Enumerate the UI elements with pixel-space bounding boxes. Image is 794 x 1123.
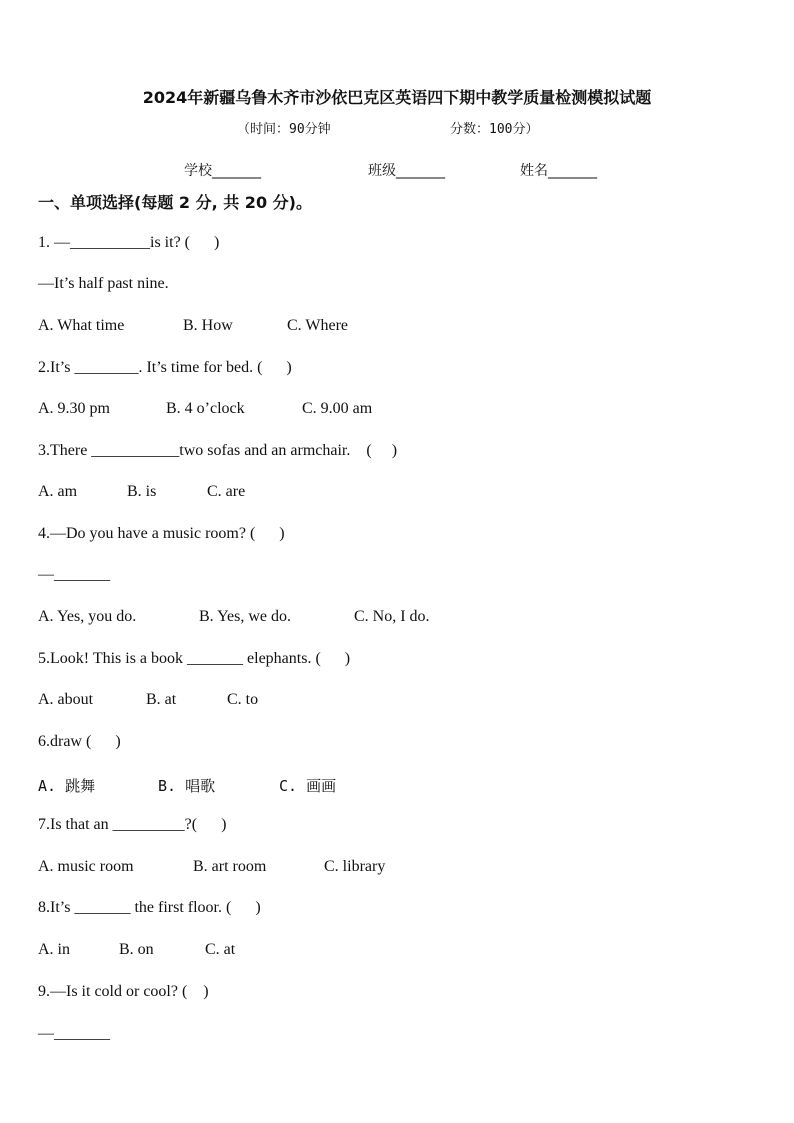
- question-4-option-a: A. Yes, you do.: [38, 608, 137, 625]
- school-field: 学校_______: [184, 163, 261, 179]
- question-2-stem: 2.It’s ________. It’s time for bed. ( ): [38, 359, 292, 376]
- question-1-option-a: A. What time: [38, 317, 125, 334]
- name-field: 姓名_______: [520, 163, 597, 179]
- question-4-option-b: B. Yes, we do.: [199, 608, 292, 625]
- question-6-option-a: A. 跳舞: [38, 777, 96, 795]
- question-3-option-b: B. is: [127, 483, 157, 500]
- question-8-option-c: C. at: [205, 941, 236, 958]
- question-5-option-b: B. at: [146, 691, 177, 708]
- question-2-option-a: A. 9.30 pm: [38, 400, 110, 417]
- question-9-answer: —_______: [38, 1025, 110, 1042]
- question-1-option-c: C. Where: [287, 317, 349, 334]
- section-title: 一、单项选择(每题 2 分, 共 20 分)。: [38, 193, 312, 212]
- question-7-option-a: A. music room: [38, 858, 134, 875]
- question-1-stem: 1. —__________is it? ( ): [38, 234, 220, 251]
- question-3-option-a: A. am: [38, 483, 78, 500]
- question-2-option-c: C. 9.00 am: [302, 400, 373, 417]
- question-1-option-b: B. How: [183, 317, 233, 334]
- question-6-option-b: B. 唱歌: [158, 777, 216, 795]
- class-field: 班级_______: [368, 163, 445, 179]
- exam-score: 分数：100分）: [450, 122, 539, 137]
- question-6-option-c: C. 画画: [279, 777, 337, 795]
- exam-time: （时间：90分钟: [237, 122, 331, 137]
- question-4-answer: —_______: [38, 566, 110, 583]
- question-6-stem: 6.draw ( ): [38, 733, 121, 750]
- question-5-option-a: A. about: [38, 691, 94, 708]
- question-7-stem: 7.Is that an _________?( ): [38, 816, 227, 833]
- question-1-answer: —It’s half past nine.: [38, 275, 169, 292]
- question-2-option-b: B. 4 o’clock: [166, 400, 245, 417]
- question-7-option-c: C. library: [324, 858, 386, 875]
- question-5-option-c: C. to: [227, 691, 259, 708]
- page-title: 2024年新疆乌鲁木齐市沙依巴克区英语四下期中教学质量检测模拟试题: [142, 88, 652, 107]
- question-3-stem: 3.There ___________two sofas and an armchair. ( ): [38, 442, 398, 459]
- question-4-option-c: C. No, I do.: [354, 608, 430, 625]
- question-8-stem: 8.It’s _______ the first floor. ( ): [38, 899, 261, 916]
- question-5-stem: 5.Look! This is a book _______ elephants. ( ): [38, 650, 351, 667]
- question-7-option-b: B. art room: [193, 858, 267, 875]
- question-4-stem: 4.—Do you have a music room? ( ): [38, 525, 285, 542]
- question-3-option-c: C. are: [207, 483, 246, 500]
- question-8-option-a: A. in: [38, 941, 70, 958]
- question-9-stem: 9.—Is it cold or cool? ( ): [38, 983, 209, 1000]
- question-8-option-b: B. on: [119, 941, 154, 958]
